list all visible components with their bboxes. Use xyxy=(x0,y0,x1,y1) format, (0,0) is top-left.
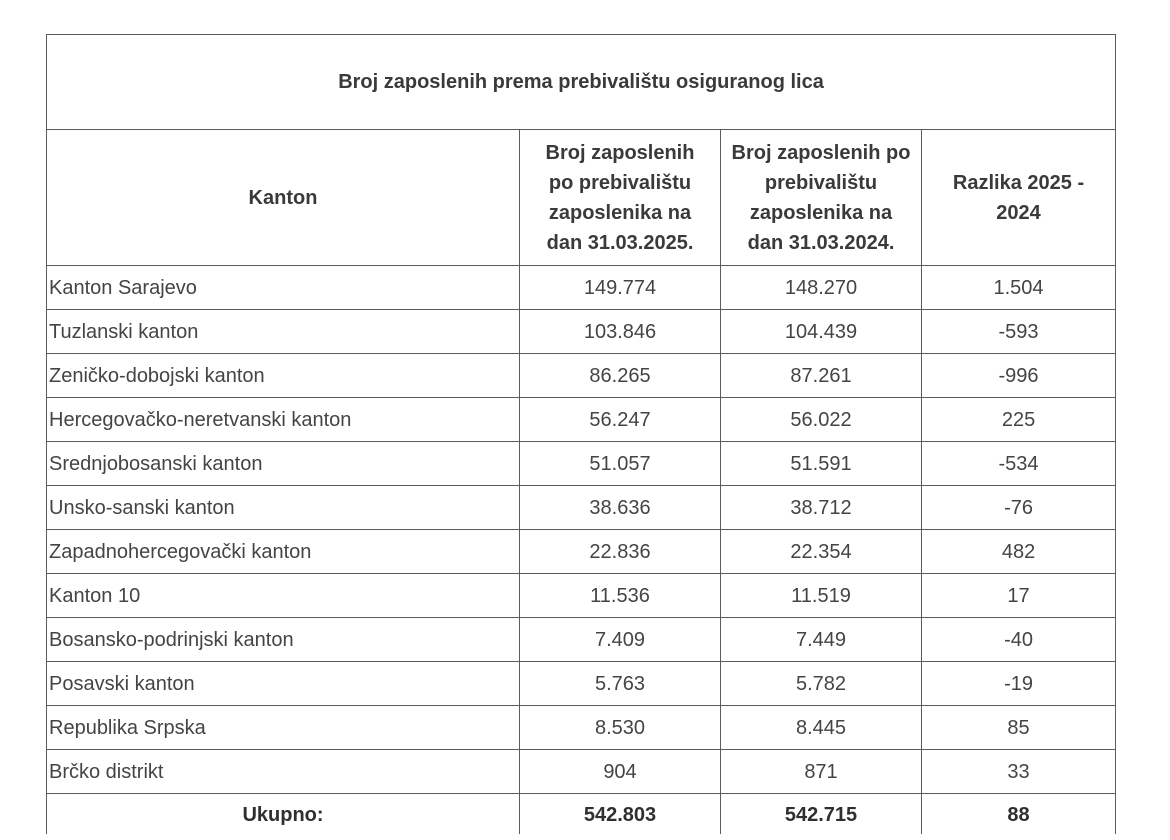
table-row xyxy=(47,266,1116,310)
value-2025-cell: 56.247 xyxy=(520,398,721,442)
header-kanton-label: Kanton xyxy=(248,186,318,209)
value-2024-cell: 38.712 xyxy=(721,486,922,530)
value-2025-cell: 22.836 xyxy=(520,530,721,574)
difference-cell: 1.504 xyxy=(922,266,1116,310)
header-2024-label: Broj zaposlenih po prebivalištu zaposlenika na dan 31.03.2024. xyxy=(731,141,911,254)
value-2024-cell: 56.022 xyxy=(721,398,922,442)
header-2025-label: Broj zaposlenih po prebivalištu zaposlenika na dan 31.03.2025. xyxy=(545,141,695,254)
value-2024-cell: 87.261 xyxy=(721,354,922,398)
value-2025-cell: 904 xyxy=(520,750,721,794)
kanton-name-cell: Unsko-sanski kanton xyxy=(47,486,520,530)
value-2024-cell: 7.449 xyxy=(721,618,922,662)
value-2025-cell: 38.636 xyxy=(520,486,721,530)
table-row xyxy=(47,398,1116,442)
kanton-name-cell: Kanton 10 xyxy=(47,574,520,618)
employment-table-container xyxy=(46,34,1115,836)
table-row xyxy=(47,574,1116,618)
value-2024-cell: 104.439 xyxy=(721,310,922,354)
table-row xyxy=(47,530,1116,574)
value-2025-cell: 11.536 xyxy=(520,574,721,618)
employment-table xyxy=(46,34,1116,836)
value-2025-cell: 103.846 xyxy=(520,310,721,354)
table-row xyxy=(47,442,1116,486)
total-2024-cell: 542.715 xyxy=(721,794,922,836)
kanton-name-cell: Srednjobosanski kanton xyxy=(47,442,520,486)
total-label-cell: Ukupno: xyxy=(47,794,520,836)
total-difference-cell: 88 xyxy=(922,794,1116,836)
kanton-name-cell: Republika Srpska xyxy=(47,706,520,750)
difference-cell: -534 xyxy=(922,442,1116,486)
kanton-name-cell: Zeničko-dobojski kanton xyxy=(47,354,520,398)
value-2024-cell: 148.270 xyxy=(721,266,922,310)
value-2024-cell: 5.782 xyxy=(721,662,922,706)
table-row xyxy=(47,486,1116,530)
difference-cell: -40 xyxy=(922,618,1116,662)
difference-cell: 225 xyxy=(922,398,1116,442)
value-2024-cell: 11.519 xyxy=(721,574,922,618)
kanton-name-cell: Zapadnohercegovački kanton xyxy=(47,530,520,574)
value-2024-cell: 51.591 xyxy=(721,442,922,486)
page-bottom-edge xyxy=(0,834,1170,840)
value-2024-cell: 8.445 xyxy=(721,706,922,750)
difference-cell: 85 xyxy=(922,706,1116,750)
difference-cell: 17 xyxy=(922,574,1116,618)
value-2025-cell: 86.265 xyxy=(520,354,721,398)
table-title: Broj zaposlenih prema prebivalištu osiguranog lica xyxy=(47,35,1116,130)
value-2025-cell: 5.763 xyxy=(520,662,721,706)
value-2025-cell: 149.774 xyxy=(520,266,721,310)
table-row xyxy=(47,750,1116,794)
kanton-name-cell: Posavski kanton xyxy=(47,662,520,706)
table-row xyxy=(47,310,1116,354)
kanton-name-cell: Hercegovačko-neretvanski kanton xyxy=(47,398,520,442)
value-2025-cell: 7.409 xyxy=(520,618,721,662)
difference-cell: -996 xyxy=(922,354,1116,398)
total-row xyxy=(47,794,1116,836)
value-2025-cell: 8.530 xyxy=(520,706,721,750)
difference-cell: -76 xyxy=(922,486,1116,530)
header-razlika-label: Razlika 2025 - 2024 xyxy=(952,171,1085,224)
kanton-name-cell: Tuzlanski kanton xyxy=(47,310,520,354)
kanton-name-cell: Brčko distrikt xyxy=(47,750,520,794)
kanton-name-cell: Bosansko-podrinjski kanton xyxy=(47,618,520,662)
difference-cell: -593 xyxy=(922,310,1116,354)
difference-cell: -19 xyxy=(922,662,1116,706)
table-row xyxy=(47,354,1116,398)
kanton-name-cell: Kanton Sarajevo xyxy=(47,266,520,310)
table-row xyxy=(47,618,1116,662)
table-row xyxy=(47,706,1116,750)
value-2024-cell: 22.354 xyxy=(721,530,922,574)
header-kanton xyxy=(47,130,520,266)
header-2025 xyxy=(520,130,721,266)
difference-cell: 33 xyxy=(922,750,1116,794)
total-2025-cell: 542.803 xyxy=(520,794,721,836)
header-2024 xyxy=(721,130,922,266)
header-razlika xyxy=(922,130,1116,266)
value-2024-cell: 871 xyxy=(721,750,922,794)
difference-cell: 482 xyxy=(922,530,1116,574)
table-row xyxy=(47,662,1116,706)
value-2025-cell: 51.057 xyxy=(520,442,721,486)
